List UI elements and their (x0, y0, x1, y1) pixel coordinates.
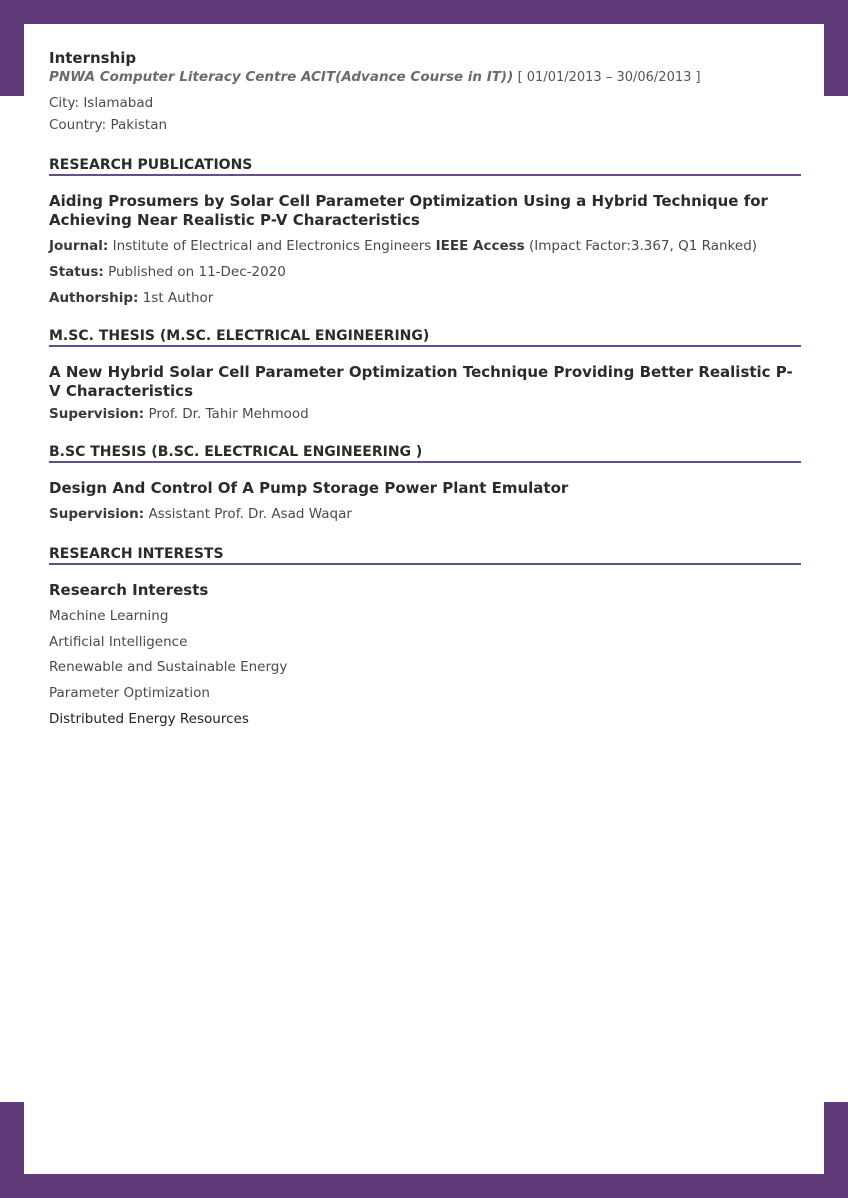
research-interests-section (49, 545, 801, 733)
document-content (49, 48, 801, 733)
bsc-thesis-title: Design And Control Of A Pump Storage Power Plant Emulator (49, 479, 569, 497)
publication-journal (49, 233, 801, 259)
bsc-thesis-supervision (49, 501, 801, 527)
internship-title: Internship (49, 49, 137, 67)
bsc-thesis-heading: B.SC THESIS (B.SC. ELECTRICAL ENGINEERING ) (49, 443, 801, 463)
journal-text: Institute of Electrical and Electronics Engineers (112, 238, 432, 254)
internship-entry (49, 48, 801, 136)
internship-dates: [ 01/01/2013 – 30/06/2013 ] (517, 70, 701, 85)
bsc-thesis-section (49, 443, 801, 527)
research-interests-heading: RESEARCH INTERESTS (49, 545, 801, 565)
publication-authorship (49, 285, 801, 311)
page-frame-right-bottom (824, 1102, 848, 1198)
internship-country: Country: Pakistan (49, 117, 168, 133)
status-label: Status: (49, 264, 104, 280)
publication-title: Aiding Prosumers by Solar Cell Parameter Optimization Using a Hybrid Technique for Achieving Near Realistic P-V Characteristics (49, 192, 768, 229)
page-frame-top (0, 0, 848, 24)
msc-supervision-label: Supervision: (49, 406, 145, 422)
interest-item: Parameter Optimization (49, 685, 210, 702)
internship-organization: PNWA Computer Literacy Centre ACIT(Advance Course in IT)) (49, 69, 514, 85)
authorship-value: 1st Author (142, 290, 214, 306)
publication-status (49, 259, 801, 285)
msc-thesis-title: A New Hybrid Solar Cell Parameter Optimization Technique Providing Better Realistic P-V Characteristics (49, 363, 793, 400)
interest-item: Distributed Energy Resources (49, 710, 249, 727)
bsc-supervision-value: Assistant Prof. Dr. Asad Waqar (148, 506, 352, 522)
msc-thesis-heading: M.SC. THESIS (M.SC. ELECTRICAL ENGINEERING) (49, 327, 801, 347)
msc-thesis-supervision (49, 401, 801, 427)
page-frame-right-top (824, 0, 848, 96)
journal-extra: (Impact Factor:3.367, Q1 Ranked) (529, 238, 758, 254)
authorship-label: Authorship: (49, 290, 139, 306)
msc-supervision-value: Prof. Dr. Tahir Mehmood (148, 406, 309, 422)
page-frame-left-top (0, 0, 24, 96)
page-frame-left-bottom (0, 1102, 24, 1198)
internship-org-line (49, 68, 801, 87)
page-frame-bottom (0, 1174, 848, 1198)
publications-section (49, 156, 801, 311)
publications-heading: RESEARCH PUBLICATIONS (49, 156, 801, 176)
msc-thesis-section (49, 327, 801, 427)
journal-name: IEEE Access (435, 238, 525, 254)
bsc-supervision-label: Supervision: (49, 506, 145, 522)
internship-city: City: Islamabad (49, 95, 154, 111)
journal-label: Journal: (49, 238, 109, 254)
interest-item: Machine Learning (49, 608, 169, 624)
status-value: Published on 11-Dec-2020 (108, 264, 286, 280)
interest-item: Artificial Intelligence (49, 633, 188, 650)
research-interests-subtitle: Research Interests (49, 581, 209, 599)
interest-item: Renewable and Sustainable Energy (49, 659, 288, 676)
